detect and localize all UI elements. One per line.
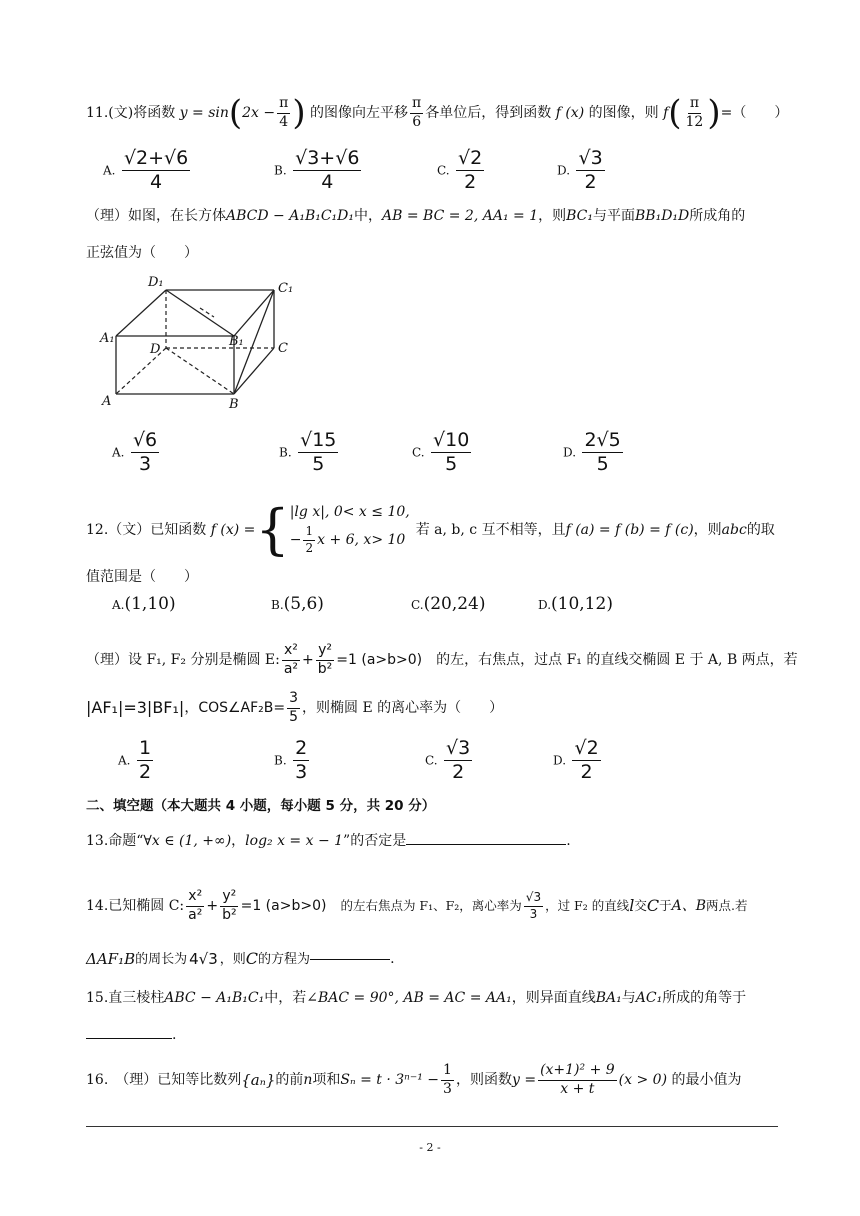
text: 所成角的 (689, 208, 746, 224)
paren: ( (228, 93, 243, 133)
math: − (289, 532, 302, 548)
text: ，则椭圆 E 的离心率为（ ） (302, 700, 504, 716)
math: y = (511, 1072, 537, 1088)
option-label: D. (557, 163, 571, 178)
math: f (a) = f (b) = f (c) (565, 522, 694, 538)
option-label: A. (112, 445, 125, 460)
num: √2+√6 (123, 147, 189, 169)
text: 若 a, b, c 互不相等，且 (415, 522, 566, 538)
den: x + t (560, 1080, 595, 1097)
option-label: A. (103, 163, 116, 178)
math: f (x) (555, 105, 585, 121)
math: abc (721, 522, 747, 538)
case-1: |lg x|, 0< x ≤ 10, (289, 504, 410, 521)
num: √15 (300, 429, 337, 451)
fraction (524, 891, 543, 920)
q15-stem-cont (86, 1028, 176, 1042)
math: (x > 0) (618, 1072, 668, 1088)
text: 于 (659, 897, 672, 913)
math: ΔAF₁B (86, 949, 136, 968)
num: 3 (287, 691, 300, 708)
page-number: - 2 - (419, 1141, 441, 1154)
fraction (282, 643, 300, 677)
q16-stem (86, 1060, 741, 1100)
num: √10 (433, 429, 470, 451)
option-label: B. (274, 753, 287, 768)
fraction (316, 643, 335, 677)
math: y = sin (179, 105, 229, 121)
q12-wen-stem (86, 500, 775, 560)
den: 5 (445, 452, 458, 475)
den: 4 (279, 113, 289, 130)
math: |AF₁|=3|BF₁| (86, 698, 185, 717)
fraction (538, 1063, 617, 1097)
text: . (566, 833, 571, 849)
num: 2√5 (584, 429, 621, 451)
brace: { (255, 498, 290, 561)
edge-d1a1 (116, 290, 166, 336)
num: 1 (303, 525, 315, 540)
text: 12.（文）已知函数 (86, 522, 207, 538)
option-value: (5,6) (283, 594, 324, 614)
den: 12 (685, 113, 704, 130)
option-a (118, 738, 155, 783)
math: BC₁ (566, 208, 593, 224)
option-label: A. (112, 598, 125, 612)
label-c1: C₁ (278, 281, 294, 296)
footer-rule (86, 1126, 778, 1127)
num: π (410, 96, 423, 113)
text: 的左右焦点为 F₁、F₂，离心率为 (340, 897, 522, 913)
fraction (220, 889, 239, 923)
num: √3 (524, 891, 543, 906)
option-label: D. (538, 598, 552, 612)
edge-bc (234, 348, 274, 394)
den: 4 (321, 170, 334, 193)
fraction (303, 525, 315, 554)
text: . (172, 1027, 177, 1043)
math: f (x) = (210, 522, 256, 538)
option-value: (10,12) (551, 594, 613, 614)
text: 交 (634, 897, 647, 913)
den: 3 (295, 760, 308, 783)
section-title: 二、填空题（本大题共 4 小题，每小题 5 分，共 20 分） (86, 798, 436, 814)
math: 2x − (242, 105, 276, 121)
text: 16. （理）已知等比数列 (86, 1072, 242, 1088)
text: 的图像，则 (588, 105, 659, 121)
option-c (412, 430, 473, 475)
fraction (186, 889, 204, 923)
edge-d1b1 (166, 290, 234, 336)
dashed-segment (200, 308, 214, 317)
text: 15.直三棱柱 (86, 990, 165, 1006)
option-d (553, 738, 603, 783)
text: 的图像向左平移 (310, 105, 409, 121)
option-a (112, 594, 176, 614)
text: 的周长为 (135, 951, 188, 967)
fraction (293, 148, 361, 193)
option-label: B. (279, 445, 292, 460)
fraction (444, 738, 472, 783)
num: 1 (441, 1063, 454, 1080)
text: 的取 (746, 522, 775, 538)
num: x² (186, 889, 204, 906)
math: ∀x ∈ (1, +∞) (143, 833, 232, 849)
math: =1 (a>b>0) (240, 898, 327, 914)
answer-blank[interactable] (406, 844, 566, 845)
math: l (629, 896, 635, 915)
text: 的最小值为 (671, 1072, 742, 1088)
den: 5 (312, 452, 325, 475)
option-label: A. (118, 753, 131, 768)
text: ，则 (693, 522, 722, 538)
math: ABC − A₁B₁C₁ (164, 990, 265, 1006)
option-label: C. (437, 163, 450, 178)
option-a (112, 430, 161, 475)
fraction (456, 148, 484, 193)
text: =（ ） (720, 105, 789, 121)
q15-stem (86, 991, 746, 1005)
cuboid-figure (96, 268, 306, 416)
text: ，则 (219, 951, 246, 967)
fraction (287, 691, 300, 725)
option-label: D. (553, 753, 567, 768)
math: log₂ x = x − 1 (245, 833, 344, 849)
fraction (576, 148, 604, 193)
num: 2 (295, 737, 308, 759)
option-d (557, 148, 607, 193)
label-d1: D₁ (148, 275, 164, 290)
num: √6 (132, 429, 158, 451)
fraction (131, 430, 159, 475)
den: 6 (412, 113, 422, 130)
text: ， (231, 833, 246, 849)
num: √3 (578, 147, 603, 169)
option-d (538, 594, 613, 614)
label-a: A (102, 394, 112, 409)
text: ，过 F₂ 的直线 (545, 897, 630, 913)
q11-li-stem-cont: 正弦值为（ ） (86, 245, 198, 261)
edge-db-hidden (166, 348, 234, 394)
text: ”的否定是 (343, 833, 407, 849)
num: √2 (458, 147, 483, 169)
text: . (390, 951, 395, 967)
option-c (411, 594, 486, 614)
text: 13.命题“ (86, 833, 144, 849)
den: 5 (289, 708, 299, 725)
option-c (425, 738, 474, 783)
answer-blank[interactable] (310, 959, 390, 960)
fraction (122, 148, 190, 193)
text: 14.已知椭圆 C: (86, 898, 185, 914)
math: C (245, 949, 259, 968)
den: 3 (443, 1080, 452, 1097)
fraction (137, 738, 153, 783)
text: ，则 (538, 208, 567, 224)
option-b (279, 430, 340, 475)
math: Sₙ = t · 3ⁿ⁻¹ − (340, 1072, 440, 1088)
math: {aₙ} (241, 1070, 276, 1089)
text: 11.(文)将函数 (86, 105, 176, 121)
num: π (688, 96, 701, 113)
option-label: C. (411, 598, 424, 612)
answer-blank[interactable] (86, 1038, 172, 1039)
num: √3 (446, 737, 471, 759)
text: ， (184, 700, 199, 716)
den: 2 (138, 760, 152, 783)
q12-li-stem-cont (86, 690, 503, 726)
label-d: D (150, 342, 161, 357)
q13-stem (86, 834, 571, 848)
math: n (303, 1072, 313, 1088)
text: （理）设 F₁, F₂ 分别是椭圆 E: (86, 652, 280, 668)
case-2 (290, 525, 410, 554)
fraction (410, 96, 423, 130)
option-label: B. (271, 598, 284, 612)
text: 项和 (312, 1072, 341, 1088)
text: 与平面 (593, 208, 635, 224)
num: π (277, 96, 290, 113)
option-value: (20,24) (423, 594, 486, 614)
q14-stem-cont (86, 946, 395, 972)
math: BA₁ (595, 990, 622, 1006)
fraction (277, 96, 290, 130)
text: 两点.若 (706, 897, 748, 913)
num: √2 (574, 737, 599, 759)
text: ，则异面直线 (511, 990, 596, 1006)
option-value: (1,10) (124, 594, 176, 614)
den: 2 (464, 170, 477, 193)
math: AB = BC = 2, AA₁ = 1 (382, 208, 539, 224)
fraction (298, 430, 338, 475)
label-c: C (278, 341, 288, 356)
math: ABCD − A₁B₁C₁D₁ (226, 208, 355, 224)
option-label: C. (425, 753, 438, 768)
text: 的左，右焦点，过点 F₁ 的直线交椭圆 E 于 A, B 两点，若 (436, 652, 798, 668)
text: 所成的角等于 (662, 990, 747, 1006)
den: a² (188, 906, 203, 923)
option-label: B. (274, 163, 287, 178)
num: (x+1)² + 9 (538, 1063, 617, 1080)
fraction (684, 96, 706, 130)
paren: ) (707, 93, 721, 133)
math: ∠BAC = 90°, AB = AC = AA₁ (306, 990, 512, 1006)
math: BB₁D₁D (635, 208, 690, 224)
option-label: D. (563, 445, 577, 460)
den: 5 (596, 452, 609, 475)
math: AC₁ (635, 990, 663, 1006)
math: C (646, 896, 660, 915)
option-c (437, 148, 486, 193)
option-b (274, 148, 363, 193)
den: a² (283, 660, 299, 677)
fraction (431, 430, 471, 475)
den: b² (222, 906, 237, 923)
q11-wen-stem (86, 93, 789, 133)
den: 2 (452, 760, 465, 783)
math: COS∠AF₂B= (198, 700, 286, 716)
den: 2 (580, 760, 593, 783)
num: x² (282, 643, 300, 660)
label-a1: A₁ (100, 331, 115, 346)
q14-stem: 14.已知椭圆 C: $\frac{\text{x²}}{\text{a²}}$ + $\frac{\text{y²}}{\text{b²}}$ =1 (a>b>0) 的左右焦点为 F₁、F₂，离心率为 $\frac{√3}{3}$ ，过 F₂ 的直线 l 交 C 于 A、B 两点.若 (86, 888, 748, 923)
den: 3 (529, 906, 538, 921)
text: 中，若 (264, 990, 307, 1006)
fraction (293, 738, 309, 783)
fraction (572, 738, 600, 783)
option-b (271, 594, 324, 614)
text: 各单位后，得到函数 (425, 105, 552, 121)
option-b (274, 738, 311, 783)
text: 与 (621, 990, 636, 1006)
edge-c1b1 (234, 290, 274, 336)
num: 1 (138, 737, 152, 759)
text: 中， (354, 208, 383, 224)
den: 2 (584, 170, 597, 193)
q11-li-stem (86, 209, 745, 223)
option-label: C. (412, 445, 425, 460)
num: y² (220, 889, 238, 906)
text: 的方程为 (258, 951, 311, 967)
math: x + 6, x> 10 (317, 532, 406, 548)
den: 4 (150, 170, 163, 193)
label-b1: B₁ (229, 334, 244, 349)
math: =1 (a>b>0) (336, 652, 423, 668)
text: 的前 (275, 1072, 304, 1088)
den: 2 (305, 540, 314, 555)
math: A、B (671, 898, 707, 914)
den: b² (317, 660, 333, 677)
q12-wen-stem-cont: 值范围是（ ） (86, 569, 198, 585)
piecewise-cases (290, 505, 410, 554)
fraction (582, 430, 622, 475)
den: 3 (138, 452, 152, 475)
label-b: B (229, 397, 239, 412)
math: 4√3 (189, 949, 218, 968)
option-d (563, 430, 625, 475)
text: （理）如图，在长方体 (86, 208, 226, 224)
num: √3+√6 (295, 147, 360, 169)
num: y² (316, 643, 334, 660)
paren: ( (668, 93, 682, 133)
math: f (663, 105, 669, 121)
paren: ) (292, 93, 306, 133)
q12-li-stem: （理）设 F₁, F₂ 分别是椭圆 E: $\frac{\text{x²}}{\text{a²}}$ + $\frac{\text{y²}}{\text{b²}}$ =1 (a>b>0) 的左，右焦点，过点 F₁ 的直线交椭圆 E 于 A, B 两点，若 (86, 642, 798, 677)
option-a (103, 148, 192, 193)
fraction (441, 1063, 454, 1097)
text: ，则函数 (455, 1072, 512, 1088)
